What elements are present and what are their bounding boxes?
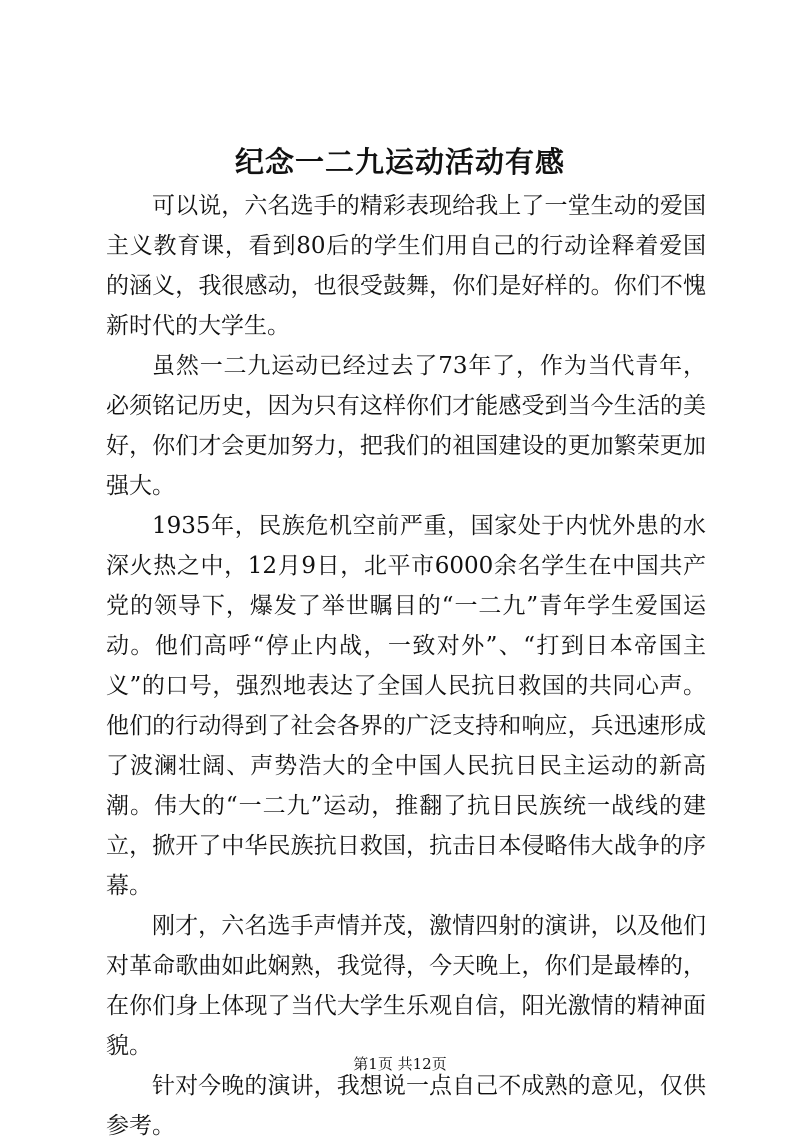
page-number-footer: 第1页 共12页 [353, 1055, 447, 1073]
paragraph-3: 1935年，民族危机空前严重，国家处于内忧外患的水深火热之中，12月9日，北平市6000余名学生在中国共产党的领导下，爆发了举世瞩目的“一二九”青年学生爱国运动。他们高呼“停止内战，一致对外”、“打到日本帝国主义”的口号，强烈地表达了全国人民抗日救国的共同心声。他们的行动得到了社会各界的广泛支持和响应，兵迅速形成了波澜壮阔、声势浩大的全中国人民抗日民主运动的新高潮。伟大的“一二九”运动，推翻了抗日民族统一战线的建立，掀开了中华民族抗日救国，抗击日本侵略伟大战争的序幕。 [106, 513, 706, 899]
paragraph-2: 虽然一二九运动已经过去了73年了，作为当代青年，必须铭记历史，因为只有这样你们才能感受到当今生活的美好，你们才会更加努力，把我们的祖国建设的更加繁荣更加强大。 [106, 353, 706, 499]
paragraph-5: 针对今晚的演讲，我想说一点自己不成熟的意见，仅供参考。 [106, 1073, 706, 1139]
document-title: 纪念一二九运动活动有感 [234, 145, 565, 179]
paragraph-4: 刚才，六名选手声情并茂，激情四射的演讲，以及他们对革命歌曲如此娴熟，我觉得，今天晚上，你们是最棒的，在你们身上体现了当代大学生乐观自信，阳光激情的精神面貌。 [106, 913, 706, 1059]
document-body [106, 186, 706, 1146]
paragraph-1: 可以说，六名选手的精彩表现给我上了一堂生动的爱国主义教育课，看到80后的学生们用自己的行动诠释着爱国的涵义，我很感动，也很受鼓舞，你们是好样的。你们不愧新时代的大学生。 [106, 193, 706, 339]
